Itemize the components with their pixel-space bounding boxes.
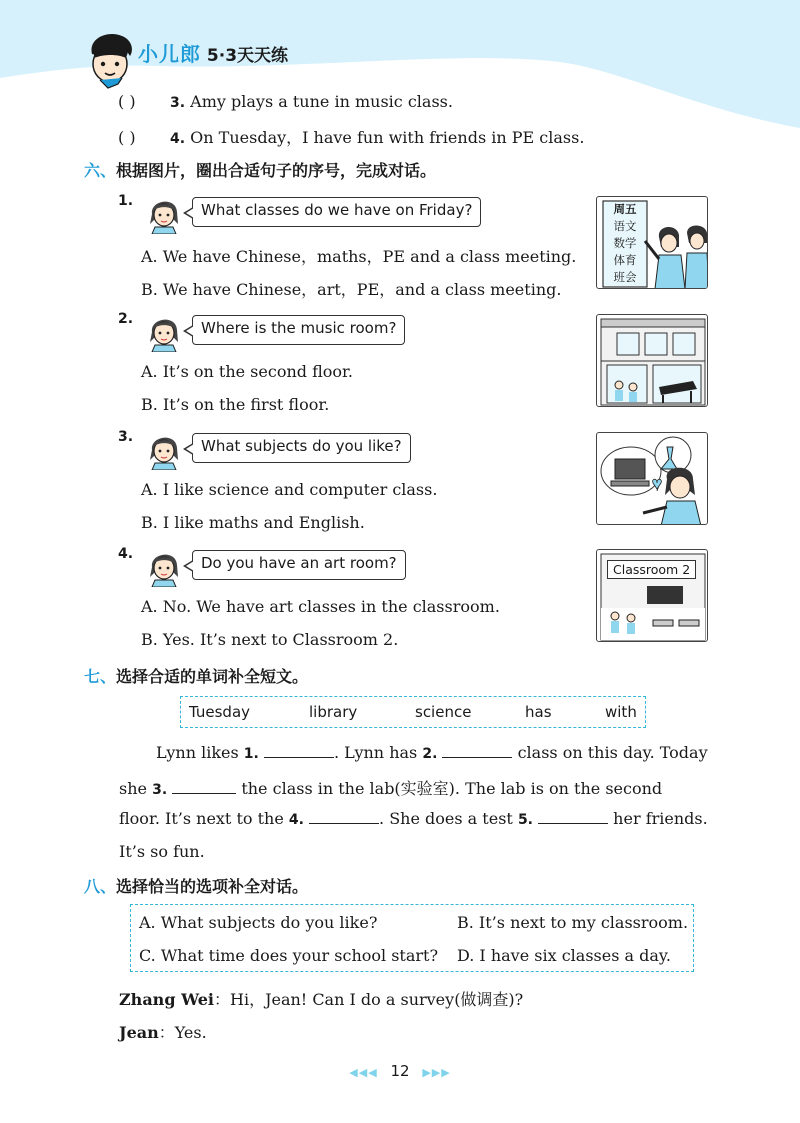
speech-bubble: What subjects do you like? (192, 433, 411, 463)
option-a[interactable]: A. No. We have art classes in the classroom. (141, 597, 500, 616)
word-option[interactable]: library (309, 703, 358, 721)
question-number: 4. (118, 546, 134, 562)
picture-classroom-2 (596, 549, 708, 642)
blank-2[interactable] (442, 744, 512, 758)
option-b[interactable]: B. It’s next to my classroom. (457, 913, 689, 932)
classroom-sign: Classroom 2 (607, 560, 696, 579)
speech-bubble: Do you have an art room? (192, 550, 406, 580)
page-footer (0, 1062, 800, 1080)
option-a[interactable]: A. It’s on the second floor. (141, 362, 353, 381)
option-a[interactable]: A. What subjects do you like? (139, 913, 378, 932)
passage-line-2: she 3. the class in the lab(实验室). The lab is on the second (119, 779, 663, 798)
word-bank (180, 696, 646, 728)
speech-bubble: What classes do we have on Friday? (192, 197, 481, 227)
word-option[interactable]: Tuesday (189, 703, 251, 721)
page-number: 12 (390, 1062, 410, 1080)
word-option[interactable]: has (525, 703, 552, 721)
picture-school-building (596, 314, 708, 407)
section-8-title: 八、选择恰当的选项补全对话。 (84, 877, 309, 896)
options-box (130, 904, 694, 972)
left-arrows-icon: ◀◀◀ (349, 1066, 378, 1079)
question-number: 1. (118, 193, 134, 209)
schedule-board: 周五 语文 数学 体育 班会 (613, 202, 637, 284)
right-arrows-icon: ▶▶▶ (422, 1066, 451, 1079)
option-c[interactable]: C. What time does your school start? (139, 946, 439, 965)
girl-avatar-icon (146, 194, 182, 234)
option-a[interactable]: A. We have Chinese，maths，PE and a class meeting. (141, 247, 577, 266)
dialogue-line-1: Zhang Wei：Hi，Jean! Can I do a survey(做调查)? (119, 990, 524, 1009)
section-7-title: 七、选择合适的单词补全短文。 (84, 667, 309, 686)
passage-line-4: It’s so fun. (119, 842, 205, 861)
brand-cn: 小儿郎 (138, 42, 201, 66)
boy-logo-icon (78, 28, 142, 92)
girl-avatar-icon (146, 547, 182, 587)
word-option[interactable]: with (605, 703, 637, 721)
item-3: ( ) 3. Amy plays a tune in music class. (118, 92, 453, 111)
option-b[interactable]: B. I like maths and English. (141, 513, 365, 532)
picture-girl-thinking (596, 432, 708, 525)
brand-title (138, 38, 288, 67)
question-number: 3. (118, 429, 134, 445)
passage-line-1: Lynn likes 1. . Lynn has 2. class on this day. Today (156, 743, 708, 762)
dialogue-line-2: Jean：Yes. (119, 1023, 207, 1042)
speech-bubble: Where is the music room? (192, 315, 405, 345)
picture-friday-schedule (596, 196, 708, 289)
option-d[interactable]: D. I have six classes a day. (457, 946, 671, 965)
section-6-title: 六、根据图片，圈出合适句子的序号，完成对话。 (84, 161, 437, 180)
brand-sub: 5·3天天练 (206, 46, 289, 66)
blank-4[interactable] (309, 810, 379, 824)
blank-5[interactable] (538, 810, 608, 824)
blank-1[interactable] (264, 744, 334, 758)
item-4: ( ) 4. On Tuesday，I have fun with friends in PE class. (118, 128, 585, 147)
blank-3[interactable] (172, 780, 236, 794)
question-number: 2. (118, 311, 134, 327)
word-option[interactable]: science (415, 703, 472, 721)
option-b[interactable]: B. It’s on the first floor. (141, 395, 330, 414)
option-b[interactable]: B. We have Chinese，art，PE，and a class meeting. (141, 280, 562, 299)
girl-avatar-icon (146, 312, 182, 352)
option-a[interactable]: A. I like science and computer class. (141, 480, 438, 499)
option-b[interactable]: B. Yes. It’s next to Classroom 2. (141, 630, 399, 649)
girl-avatar-icon (146, 430, 182, 470)
passage-line-3: floor. It’s next to the 4. . She does a test 5. her friends. (119, 809, 708, 828)
